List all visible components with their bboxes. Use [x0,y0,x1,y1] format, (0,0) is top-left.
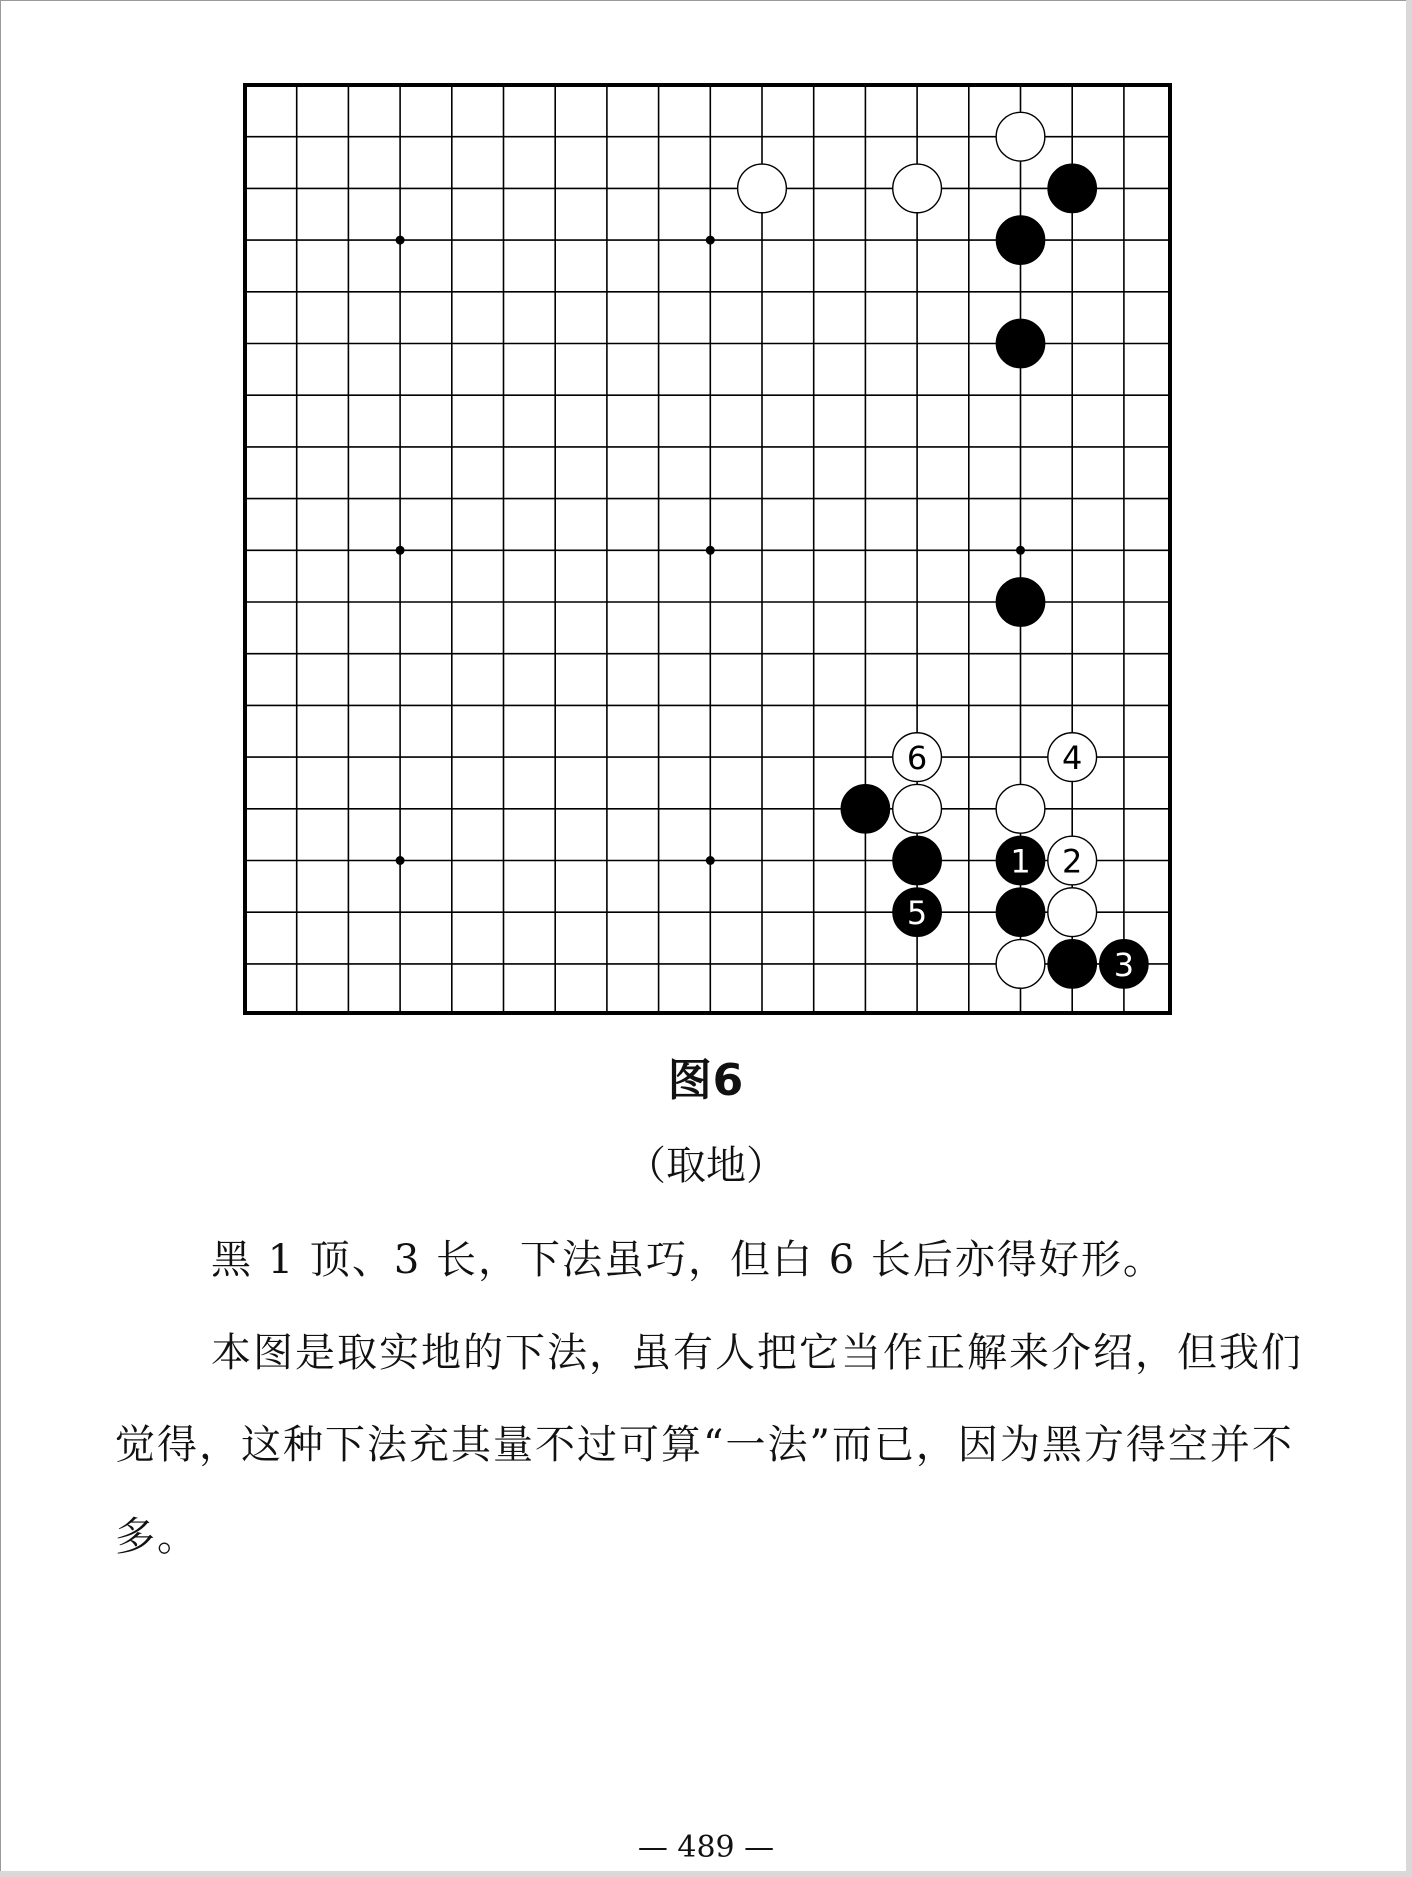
move-number-label: 1 [1010,842,1031,881]
black-stone [996,578,1045,627]
move-number-label: 4 [1062,739,1083,778]
star-point [396,856,405,865]
black-stone [893,836,942,885]
move-number-label: 6 [906,739,928,778]
black-stone-body [1048,940,1097,989]
white-stone [893,733,942,782]
white-stone [1048,733,1097,782]
black-stone [893,888,942,937]
black-stone-body [996,888,1045,937]
white-stone [996,112,1045,161]
black-stone [1048,940,1097,989]
black-stone [996,319,1045,368]
black-stone [996,888,1045,937]
go-board-svg [240,80,1174,1016]
star-point [706,856,715,865]
star-point [706,546,715,555]
white-stone-body [1048,888,1097,937]
paragraph-2: 本图是取实地的下法，虽有人把它当作正解来介绍，但我们觉得，这种下法充其量不过可算“一法”而已，因为黑方得空并不多。 [115,1330,1303,1560]
star-point [706,236,715,245]
white-stone-body [893,164,942,213]
black-stone [1100,940,1149,989]
white-stone [1048,836,1097,885]
white-stone [996,940,1045,989]
move-number-label: 3 [1113,945,1135,984]
black-stone [996,836,1045,885]
white-stone [996,784,1045,833]
star-point [396,236,405,245]
black-stone [996,216,1045,265]
black-stone-body [996,216,1045,265]
black-stone-body [893,836,942,885]
white-stone-body [996,940,1045,989]
black-stone-body [841,784,890,833]
page-edge-right [1406,0,1412,1877]
star-point [396,546,405,555]
page-edge-bottom [0,1871,1412,1877]
move-number-label: 5 [906,894,928,933]
white-stone [893,164,942,213]
black-stone [1048,164,1097,213]
black-stone-body [1048,164,1097,213]
white-stone [738,164,787,213]
paragraph-1: 黑 1 顶、3 长，下法虽巧，但白 6 长后亦得好形。 [211,1237,1165,1283]
white-stone [893,784,942,833]
black-stone [841,784,890,833]
page-number: — 489 — [637,1830,775,1865]
white-stone [1048,888,1097,937]
figure-title: 图6 [667,1055,745,1106]
star-point [1016,546,1025,555]
move-number-label: 2 [1062,842,1083,881]
black-stone-body [996,578,1045,627]
black-stone-body [996,319,1045,368]
white-stone-body [996,784,1045,833]
figure-subtitle: （取地） [626,1143,786,1189]
go-board-diagram [240,80,1174,1016]
white-stone-body [738,164,787,213]
white-stone-body [893,784,942,833]
white-stone-body [996,112,1045,161]
